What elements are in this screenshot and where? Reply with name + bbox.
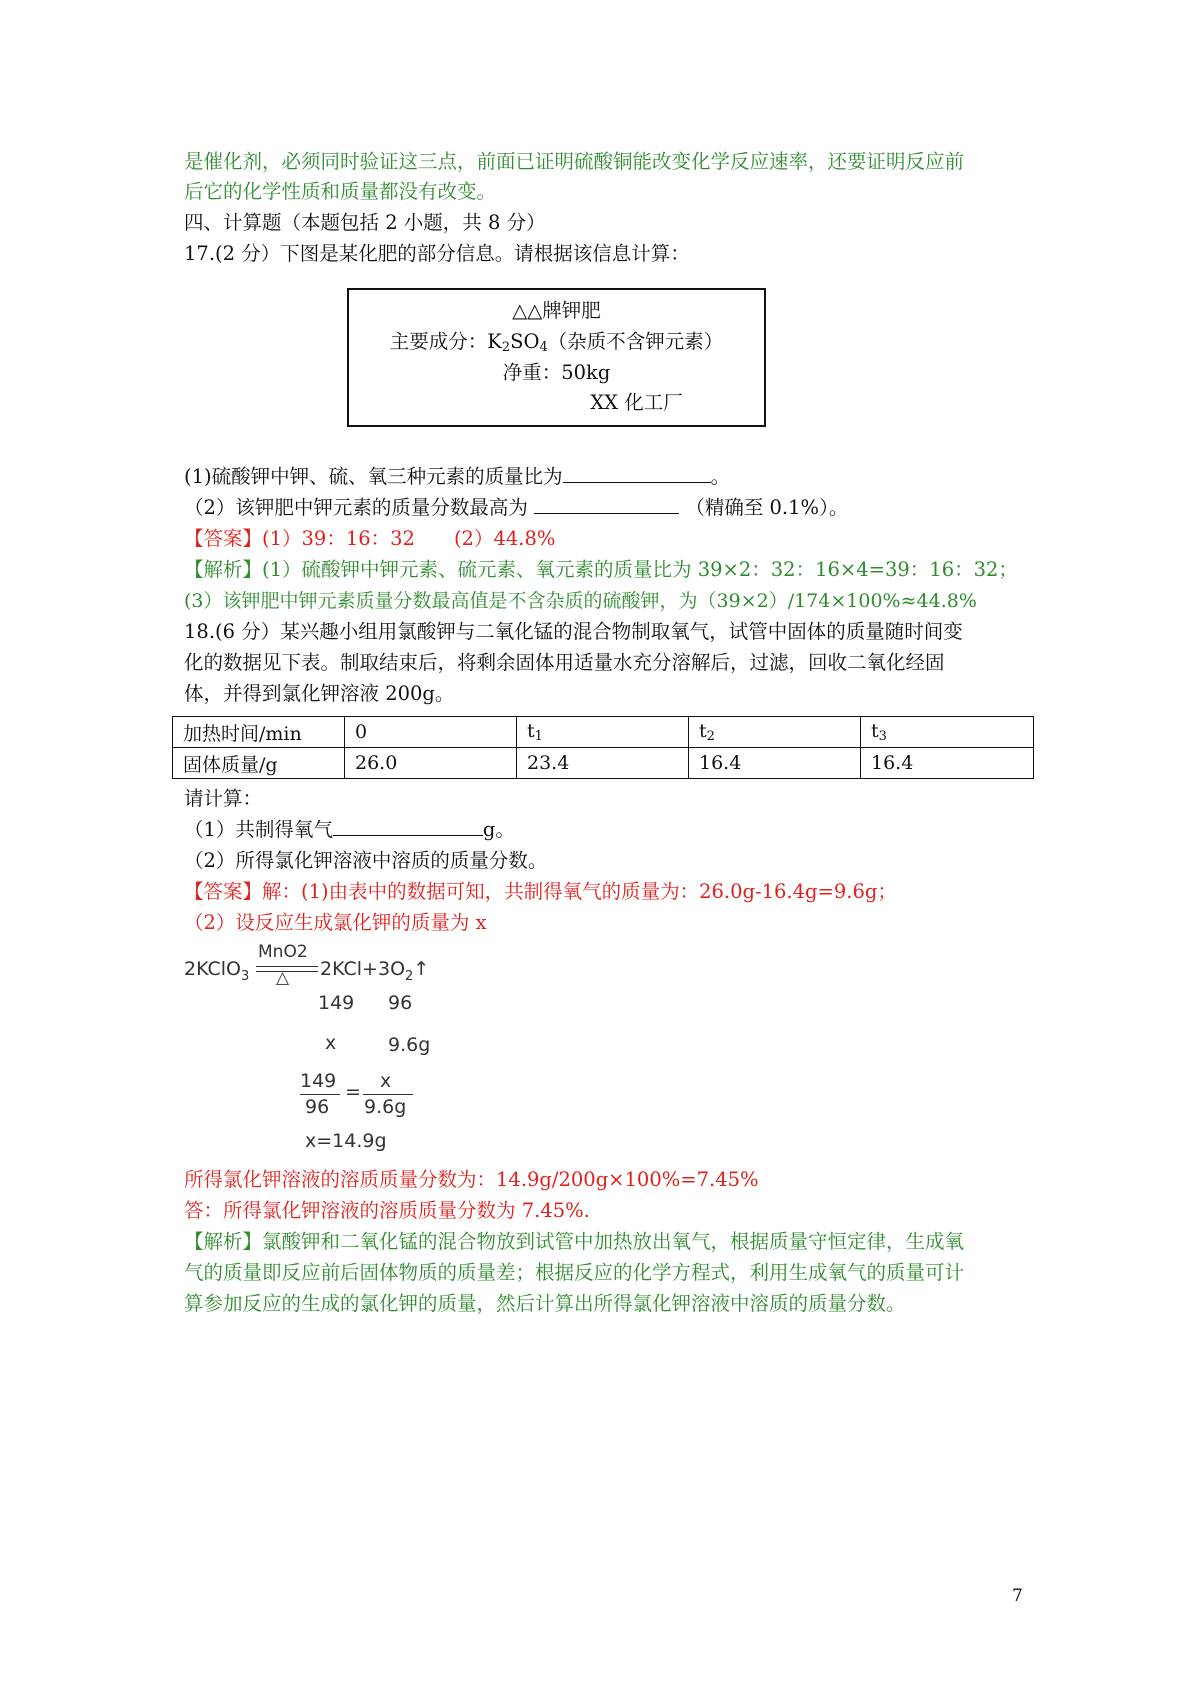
equation-reactant: 2KClO$_3$	[184, 958, 250, 984]
q18-answer-1: 【答案】解：(1)由表中的数据可知，共制得氧气的质量为：26.0g-16.4g=9.6g；	[184, 880, 897, 903]
page-number: 7	[1012, 1586, 1023, 1606]
q18-stem-2: 化的数据见下表。制取结束后，将剩余固体用适量水充分溶解后，过滤，回收二氧化经固	[184, 651, 945, 674]
q18-answer-2: （2）设反应生成氯化钾的质量为 x	[184, 911, 487, 934]
molar-mass-kcl: 149	[318, 992, 355, 1014]
heat-symbol: △	[276, 968, 290, 988]
q18-part1: （1）共制得氧气 g。	[184, 818, 515, 841]
q18-analysis-2: 气的质量即反应前后固体物质的质量差；根据反应的化学方程式，利用生成氧气的质量可计	[184, 1261, 965, 1284]
intro-line-2: 后它的化学性质和质量都没有改变。	[184, 180, 497, 203]
brand-name: △△牌钾肥	[512, 299, 601, 322]
fraction-right-denominator: 9.6g	[364, 1096, 407, 1118]
main-ingredient: 主要成分：$K_2SO_4$（杂质不含钾元素）	[389, 330, 724, 355]
q17-part1: (1)硫酸钾中钾、硫、氧三种元素的质量比为 。	[184, 465, 731, 488]
table-cell: 0	[345, 717, 517, 748]
table-cell: 固体质量/g	[173, 748, 345, 779]
q17-analysis-2: (3）该钾肥中钾元素质量分数最高值是不含杂质的硫酸钾，为（39×2）/174×100%≈44.8%	[184, 590, 977, 612]
q18-stem-3: 体，并得到氯化钾溶液 200g。	[184, 682, 455, 705]
table-cell: 16.4	[689, 748, 861, 779]
intro-line-1: 是催化剂，必须同时验证这三点，前面已证明硫酸铜能改变化学反应速率，还要证明反应前	[184, 150, 965, 173]
answer-blank	[333, 817, 483, 836]
answer-blank	[563, 464, 711, 483]
fertilizer-label-box	[347, 288, 766, 427]
fraction-bar	[363, 1094, 413, 1095]
unknown-x: x	[325, 1032, 337, 1054]
table-cell: 23.4	[517, 748, 689, 779]
table-cell: $t_3$	[861, 717, 1034, 748]
fraction-right-numerator: x	[380, 1070, 392, 1092]
answer-blank	[534, 495, 679, 514]
table-cell: $t_1$	[517, 717, 689, 748]
q18-analysis-3: 算参加反应的生成的氯化钾的质量，然后计算出所得氯化钾溶液中溶质的质量分数。	[184, 1292, 906, 1315]
q18-analysis-1: 【解析】氯酸钾和二氧化锰的混合物放到试管中加热放出氧气，根据质量守恒定律，生成氧	[184, 1230, 965, 1253]
equation-result: x=14.9g	[305, 1130, 387, 1152]
fraction-left-denominator: 96	[305, 1096, 330, 1118]
q18-part2: （2）所得氯化钾溶液中溶质的质量分数。	[184, 849, 548, 872]
fraction-left-numerator: 149	[300, 1070, 337, 1092]
q18-result-1: 所得氯化钾溶液的溶质质量分数为：14.9g/200g×100%=7.45%	[184, 1168, 759, 1191]
table-cell: 加热时间/min	[173, 717, 345, 748]
q17-part2: （2）该钾肥中钾元素的质量分数最高为 （精确至 0.1%）。	[184, 496, 849, 519]
mass-time-table	[172, 716, 1034, 779]
catalyst-label: MnO2	[258, 942, 308, 962]
q17-answer: 【答案】(1）39：16：32 (2）44.8%	[184, 527, 556, 550]
equals-sign: =	[345, 1081, 361, 1103]
section-title: 四、计算题（本题包括 2 小题，共 8 分）	[184, 211, 546, 234]
equation-product: $2KCl+3O_2↑$	[320, 958, 430, 984]
oxygen-mass: 9.6g	[388, 1034, 431, 1056]
table-cell: $t_2$	[689, 717, 861, 748]
table-row	[173, 717, 1034, 748]
q18-ask: 请计算：	[184, 787, 263, 810]
net-weight: 净重：50kg	[502, 361, 611, 384]
fraction-bar	[300, 1094, 340, 1095]
q18-result-2: 答：所得氯化钾溶液的溶质质量分数为 7.45%.	[184, 1199, 590, 1222]
factory-name: XX 化工厂	[590, 391, 683, 414]
table-cell: 26.0	[345, 748, 517, 779]
q17-stem: 17.(2 分）下图是某化肥的部分信息。请根据该信息计算：	[184, 242, 690, 265]
molar-mass-o2: 96	[388, 992, 413, 1014]
q17-analysis-1: 【解析】(1）硫酸钾中钾元素、硫元素、氧元素的质量比为 39×2：32：16×4=39：16：32；	[184, 558, 1018, 581]
table-row	[173, 748, 1034, 779]
table-cell: 16.4	[861, 748, 1034, 779]
q18-stem-1: 18.(6 分）某兴趣小组用氯酸钾与二氧化锰的混合物制取氧气，试管中固体的质量随时间变	[184, 620, 963, 643]
